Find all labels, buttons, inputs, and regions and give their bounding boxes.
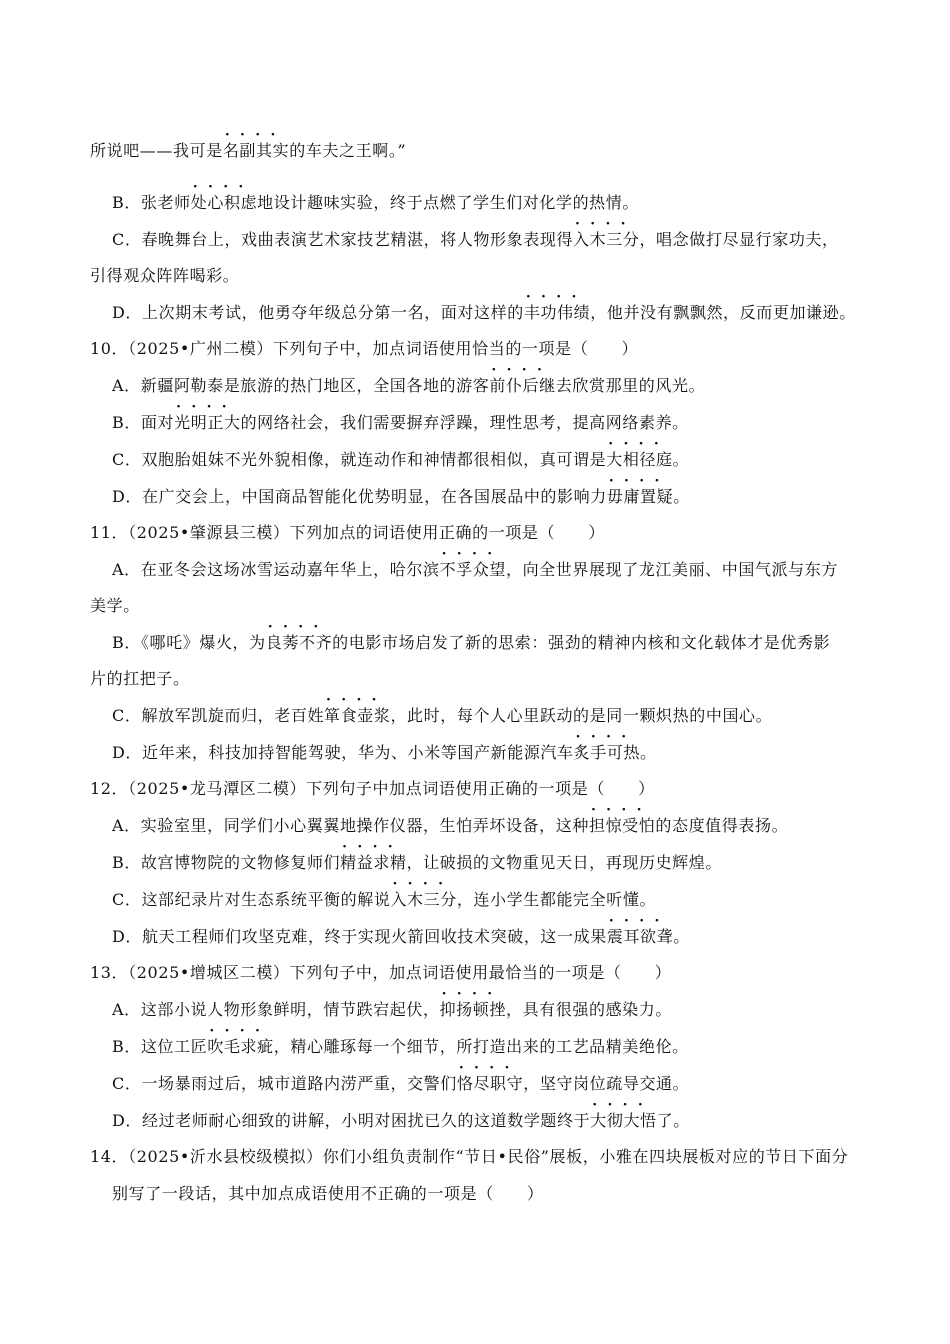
q11-option-a: A．在亚冬会这场冰雪运动嘉年华上，哈尔滨· · · · 不孚众望，向全世界展现了龙江美丽、中国气派与东方 <box>112 560 838 580</box>
q9-option-c: C．春晚舞台上，戏曲表演艺术家技艺精湛，将人物形象表现得· · · · 入木三分，唱念做打尽显行家功夫， <box>112 230 839 250</box>
dotted-idiom: · · · · 炙手可热 <box>574 743 640 763</box>
q11-option-a-continuation: 美学。 <box>90 596 140 615</box>
question-14-continuation: 别写了一段话，其中加点成语使用不正确的一项是（ ） <box>112 1184 544 1203</box>
dotted-idiom: · · · · 前仆后继 <box>489 376 555 396</box>
q11-option-b: B．《哪吒》爆火，为· · · · 良莠不齐的电影市场启发了新的思索：强劲的精神内核和文化载体才是优秀影 <box>112 633 830 653</box>
q12-option-d: D．航天工程师们攻坚克难，终于实现火箭回收技术突破，这一成果· · · · 震耳欲聋。 <box>112 927 690 947</box>
dotted-idiom: · · · · 良莠不齐 <box>266 633 332 653</box>
dotted-idiom: · · · · 担惊受怕 <box>589 816 655 836</box>
question-14: 14．（2025•沂水县校级模拟）你们小组负责制作“节日•民俗”展板，小雅在四块展板对应的节日下面分 <box>90 1147 849 1166</box>
question-11: 11．（2025•肇源县三模）下列加点的词语使用正确的一项是（ ） <box>90 523 605 542</box>
q13-option-a: A．这部小说人物形象鲜明，情节跌宕起伏，· · · · 抑扬顿挫，具有很强的感染力。 <box>112 1000 672 1020</box>
dotted-idiom: · · · · 恪尽职守 <box>457 1074 523 1094</box>
q11-option-b-continuation: 片的扛把子。 <box>90 669 190 688</box>
q13-option-c: C．一场暴雨过后，城市道路内涝严重，交警们· · · · 恪尽职守，坚守岗位疏导交通。 <box>112 1074 689 1094</box>
dotted-idiom: · · · · 不孚众望 <box>440 560 506 580</box>
q10-option-a: A．新疆阿勒泰是旅游的热门地区，全国各地的游客· · · · 前仆后继去欣赏那里的风光。 <box>112 376 705 396</box>
dotted-idiom: · · · · 光明正大 <box>174 413 240 433</box>
q13-option-b: B．这位工匠· · · · 吹毛求疵，精心雕琢每一个细节，所打造出来的工艺品精美绝伦。 <box>112 1037 689 1057</box>
dotted-idiom: · · · · 名副其实 <box>223 141 289 161</box>
q10-option-c: C．双胞胎姐妹不光外貌相像，就连动作和神情都很相似，真可谓是· · · · 大相径庭。 <box>112 450 689 470</box>
dotted-idiom: · · · · 大相径庭 <box>606 450 672 470</box>
dotted-idiom: · · · · 吹毛求疵 <box>207 1037 273 1057</box>
q13-option-d: D．经过老师耐心细致的讲解，小明对困扰已久的这道数学题终于· · · · 大彻大悟了。 <box>112 1111 690 1131</box>
q9-option-b: B．张老师· · · · 处心积虑地设计趣味实验，终于点燃了学生们对化学的热情。 <box>112 193 639 213</box>
question-12: 12．（2025•龙马潭区二模）下列句子中加点词语使用正确的一项是（ ） <box>90 779 655 798</box>
dotted-idiom: · · · · 大彻大悟 <box>590 1111 656 1131</box>
dotted-idiom: · · · · 处心积虑 <box>191 193 257 213</box>
q10-option-d: D．在广交会上，中国商品智能化优势明显，在各国展品中的影响力· · · · 毋庸置疑。 <box>112 487 690 507</box>
q10-option-b: B．面对· · · · 光明正大的网络社会，我们需要摒弃浮躁，理性思考，提高网络素养。 <box>112 413 689 433</box>
q9-option-c-continuation: 引得观众阵阵喝彩。 <box>90 266 240 285</box>
q12-option-a: A．实验室里，同学们小心翼翼地操作仪器，生怕弄坏设备，这种· · · · 担惊受怕的态度值得表扬。 <box>112 816 788 836</box>
dotted-idiom: · · · · 入木三分 <box>390 890 456 910</box>
q12-option-c: C．这部纪录片对生态系统平衡的解说· · · · 入木三分，连小学生都能完全听懂。 <box>112 890 656 910</box>
q11-option-d: D．近年来，科技加持智能驾驶，华为、小米等国产新能源汽车· · · · 炙手可热。 <box>112 743 657 763</box>
dotted-idiom: · · · · 抑扬顿挫 <box>440 1000 506 1020</box>
dotted-idiom: · · · · 震耳欲聋 <box>607 927 673 947</box>
q12-option-b: B．故宫博物院的文物修复师们· · · · 精益求精，让破损的文物重见天日，再现历史辉煌。 <box>112 853 722 873</box>
dotted-idiom: · · · · 箪食壶浆 <box>324 706 390 726</box>
dotted-idiom: · · · · 入木三分 <box>573 230 639 250</box>
question-10: 10．（2025•广州二模）下列句子中，加点词语使用恰当的一项是（ ） <box>90 339 639 358</box>
dotted-idiom: · · · · 毋庸置疑 <box>607 487 673 507</box>
q11-option-c: C．解放军凯旋而归，老百姓· · · · 箪食壶浆，此时，每个人心里跃动的是同一颗炽热的中国心。 <box>112 706 772 726</box>
q9-option-d: D．上次期末考试，他勇夺年级总分第一名，面对这样的· · · · 丰功伟绩，他并没有飘飘然，反而更加谦逊。 <box>112 303 856 323</box>
question-13: 13．（2025•增城区二模）下列句子中，加点词语使用最恰当的一项是（ ） <box>90 963 672 982</box>
dotted-idiom: · · · · 精益求精 <box>340 853 406 873</box>
q9-option-a-continuation: 所说吧——我可是· · · · 名副其实的车夫之王啊。” <box>90 141 406 161</box>
dotted-idiom: · · · · 丰功伟绩 <box>524 303 590 323</box>
